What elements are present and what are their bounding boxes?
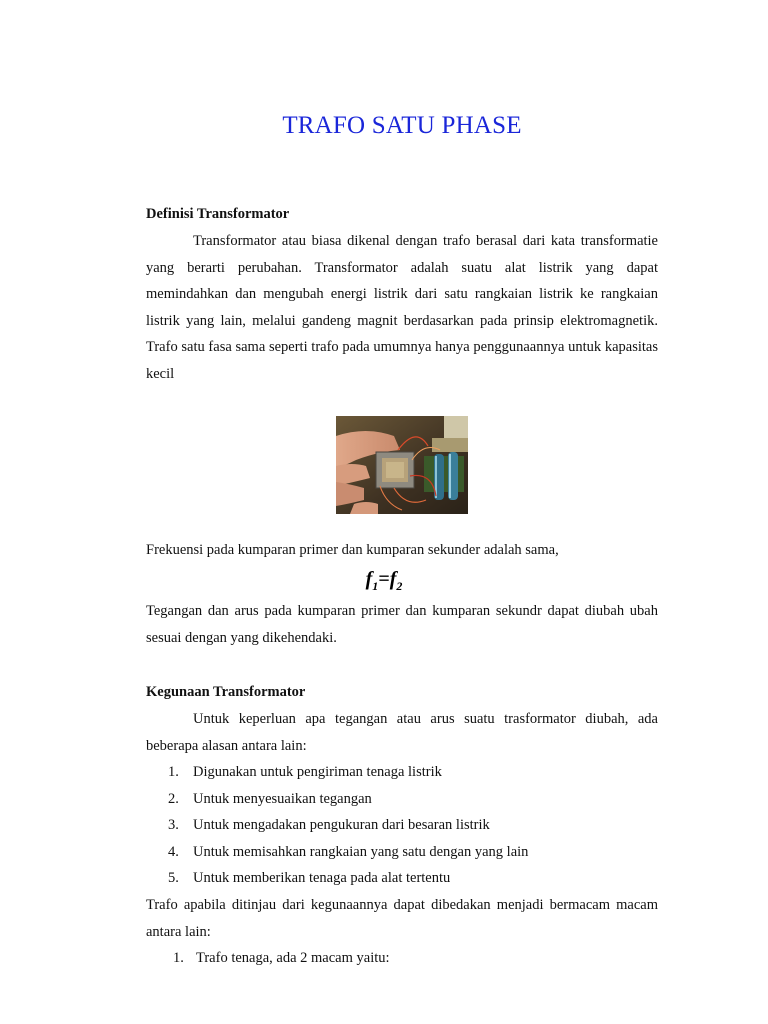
list-item-text: Untuk memisahkan rangkaian yang satu dengan yang lain: [193, 843, 529, 860]
formula-lhs-subscript: 1: [372, 579, 379, 593]
jenis-trafo-list: [146, 945, 658, 972]
formula-rhs: f: [389, 568, 397, 590]
heading-definisi: Definisi Transformator: [146, 206, 290, 222]
heading-kegunaan: Kegunaan Transformator: [146, 684, 306, 700]
list-item-text: Untuk memberikan tenaga pada alat tertentu: [193, 870, 451, 887]
formula-operator: =: [378, 568, 390, 590]
list-item-number: 2.: [168, 790, 179, 807]
paragraph-kegunaan-intro: Untuk keperluan apa tegangan atau arus suatu trasformator diubah, ada beberapa alasan antara lain:: [146, 711, 658, 754]
list-item-text: Trafo tenaga, ada 2 macam yaitu:: [196, 950, 390, 966]
paragraph-jenis-trafo: Trafo apabila ditinjau dari kegunaannya dapat dibedakan menjadi bermacam macam antara lain:: [146, 897, 658, 940]
formula-frequency: [0, 568, 768, 594]
paragraph-definisi: Transformator atau biasa dikenal dengan trafo berasal dari kata transformatie yang berarti perubahan. Transformator adalah suatu alat listrik yang dapat memindahkan dan mengubah energi listrik dari satu rangkaian listrik ke rangkaian listrik yang lain, melalui gandeng magnit berdasarkan pada prinsip elektromagnetik. Trafo satu fasa sama seperti trafo pada umumnya hanya penggunaannya untuk kapasitas kecil: [146, 233, 658, 382]
list-item-number: 4.: [168, 843, 179, 860]
list-item-text: Digunakan untuk pengiriman tenaga listrik: [193, 764, 442, 780]
list-item-number: 5.: [168, 870, 179, 887]
document-title: TRAFO SATU PHASE: [282, 112, 522, 139]
text-frekuensi: Frekuensi pada kumparan primer dan kumparan sekunder adalah sama,: [146, 542, 559, 558]
list-item-text: Untuk menyesuaikan tegangan: [193, 790, 372, 807]
transformer-photo: [336, 416, 468, 514]
formula-lhs: f: [365, 568, 373, 590]
list-item-number: 3.: [168, 817, 179, 834]
list-item-number: 1.: [173, 950, 184, 966]
list-item: [146, 812, 658, 839]
list-item-number: 1.: [168, 764, 179, 780]
list-item: [146, 865, 658, 892]
list-item-text: Untuk mengadakan pengukuran dari besaran listrik: [193, 817, 490, 834]
list-item: [146, 839, 658, 866]
formula-rhs-subscript: 2: [396, 579, 403, 593]
transformer-photo-image: [336, 416, 468, 514]
list-item: [146, 945, 658, 972]
paragraph-tegangan: Tegangan dan arus pada kumparan primer dan kumparan sekundr dapat diubah ubah sesuai dengan yang dikehendaki.: [146, 603, 658, 646]
kegunaan-list: [146, 759, 658, 892]
list-item: [146, 786, 658, 813]
list-item: [146, 759, 658, 786]
